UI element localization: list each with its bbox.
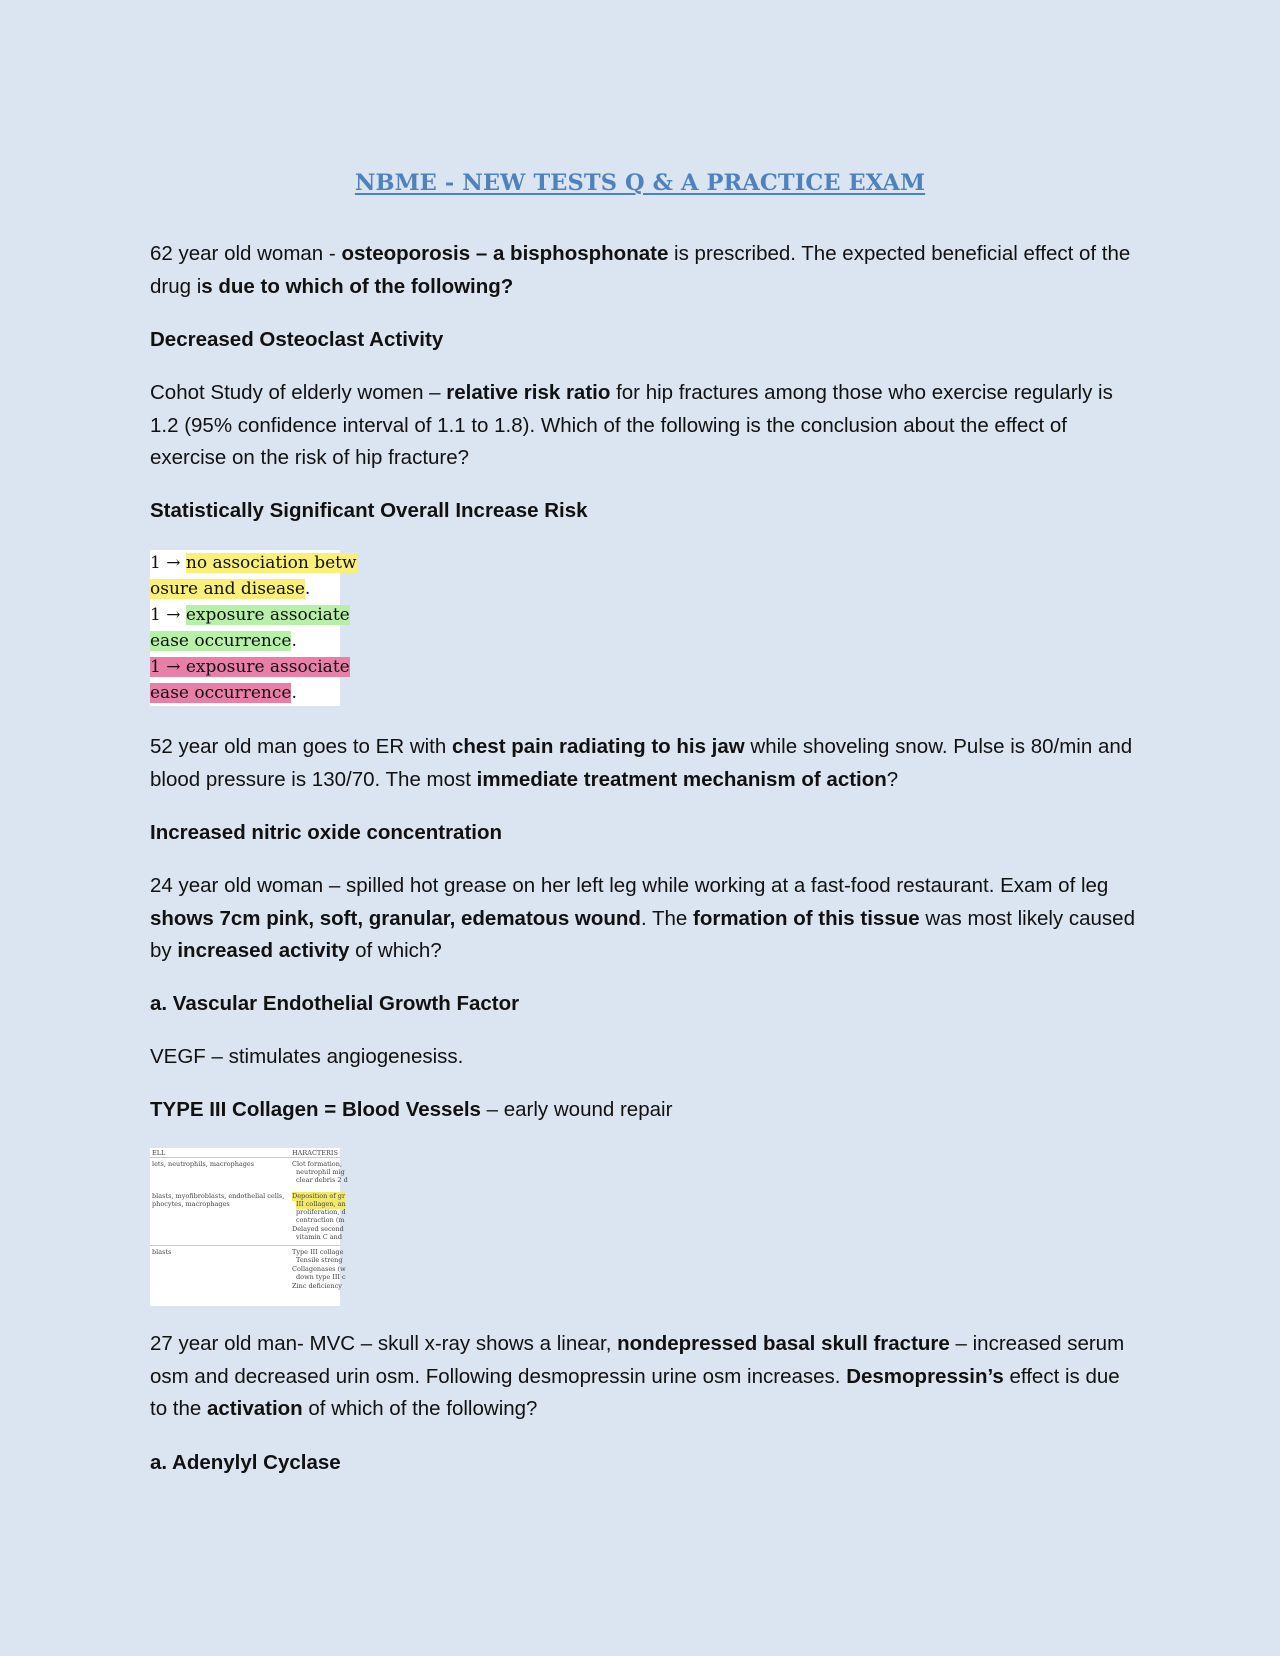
q2-bold: relative risk ratio bbox=[446, 381, 611, 404]
table-cell: Zinc deficiency bbox=[292, 1282, 342, 1290]
table-cell-highlight: Deposition of gr bbox=[292, 1192, 346, 1200]
table-cell: contraction (m bbox=[296, 1216, 345, 1224]
q5-text: of which of the following? bbox=[302, 1397, 538, 1420]
table-cell: clear debris 2 d bbox=[296, 1176, 348, 1184]
legend-line bbox=[150, 602, 350, 628]
table-cell: Type III collage bbox=[292, 1248, 344, 1256]
answer-5: a. Adenylyl Cyclase bbox=[150, 1451, 341, 1474]
table-cell: blasts, myofibroblasts, endothelial cells, bbox=[152, 1192, 285, 1200]
q5-text: effect is due to the bbox=[150, 1364, 1120, 1420]
legend-text: . bbox=[304, 579, 311, 599]
legend-line bbox=[150, 576, 340, 602]
legend-highlight: exposure associate bbox=[185, 605, 350, 625]
legend-highlight: ease occurrence bbox=[150, 631, 292, 651]
collagen-bold: TYPE III Collagen = Blood Vessels bbox=[150, 1098, 481, 1121]
q5-bold: Desmopressin’s bbox=[846, 1364, 1004, 1388]
q3-text: 52 year old man goes to ER with bbox=[150, 735, 452, 758]
q2-text: for hip fractures among those who exercise regularly is 1.2 (95% confidence interval of 1.1 to 1.8). Which of the following is the conclusion about the effect of exercise on the risk of hip fracture? bbox=[150, 381, 1113, 469]
legend-highlight: ease occurrence bbox=[150, 683, 292, 703]
answer-4: a. Vascular Endothelial Growth Factor bbox=[150, 992, 520, 1015]
q5-bold: activation bbox=[207, 1397, 303, 1420]
q3-text: ? bbox=[886, 767, 899, 791]
q5-bold: nondepressed basal skull fracture bbox=[617, 1332, 950, 1355]
collagen-text: – early wound repair bbox=[480, 1098, 673, 1121]
legend-line bbox=[150, 628, 340, 654]
collagen-note bbox=[150, 1094, 1135, 1127]
q1-text: 62 year old woman - bbox=[150, 242, 342, 265]
table-cell: Tensile streng bbox=[296, 1256, 343, 1264]
q5-text: – increased serum osm and decreased urin osm. Following desmopressin urine osm increases. bbox=[150, 1332, 1125, 1388]
table-cell: proliferation, d bbox=[296, 1208, 346, 1216]
table-cell-highlight: III collagen, an bbox=[296, 1200, 346, 1208]
legend-text: 1 → bbox=[150, 553, 186, 573]
table-cell: phocytes, macrophages bbox=[152, 1200, 230, 1208]
table-cell: Clot formation, bbox=[292, 1160, 342, 1168]
legend-text: 1 → bbox=[150, 605, 186, 625]
q3-bold: immediate treatment mechanism of action bbox=[476, 767, 887, 791]
table-cell: blasts bbox=[152, 1248, 172, 1256]
q3-text: while shoveling snow. Pulse is 80/min and blood pressure is 130/70. The most bbox=[150, 735, 1133, 791]
table-header: ELL bbox=[152, 1149, 166, 1157]
q4-bold: increased activity bbox=[177, 939, 350, 962]
table-rule bbox=[150, 1245, 340, 1246]
legend-line bbox=[150, 654, 350, 680]
table-header: HARACTERIS bbox=[292, 1149, 338, 1157]
q4-text: 24 year old woman – spilled hot grease on her left leg while working at a fast-food restaurant. Exam of leg bbox=[150, 874, 1109, 897]
table-cell: down type III c bbox=[296, 1273, 346, 1281]
q1-bold: s due to which of the following? bbox=[201, 274, 514, 298]
question-1 bbox=[150, 238, 1135, 303]
q4-text: was most likely caused by bbox=[150, 906, 1135, 962]
q4-bold: shows 7cm pink, soft, granular, edematous wound bbox=[150, 906, 641, 930]
q1-bold: osteoporosis – a bisphosphonate bbox=[341, 242, 669, 265]
table-cell: Collagenases (w bbox=[292, 1265, 346, 1273]
question-2 bbox=[150, 377, 1135, 475]
question-4 bbox=[150, 870, 1135, 968]
relative-risk-legend-image bbox=[150, 550, 357, 706]
table-cell: Delayed second bbox=[292, 1225, 344, 1233]
q4-text: . The bbox=[640, 906, 693, 930]
legend-highlight: 1 → bbox=[150, 657, 186, 677]
wound-healing-table-image bbox=[150, 1148, 348, 1306]
legend-highlight: osure and disease bbox=[150, 579, 305, 599]
legend-text: . bbox=[291, 631, 297, 651]
legend-highlight: no association betw bbox=[185, 553, 357, 573]
q4-bold: formation of this tissue bbox=[693, 906, 920, 930]
q2-text: Cohot Study of elderly women – bbox=[150, 381, 447, 404]
q3-bold: chest pain radiating to his jaw bbox=[451, 735, 745, 758]
table-cell: lets, neutrophils, macrophages bbox=[152, 1160, 255, 1168]
table-cell: neutrophil mig bbox=[296, 1168, 345, 1176]
q5-text: 27 year old man- MVC – skull x-ray shows a linear, bbox=[150, 1332, 618, 1355]
legend-highlight: exposure associate bbox=[185, 657, 350, 677]
vegf-note: VEGF – stimulates angiogenesiss. bbox=[150, 1045, 464, 1068]
q4-text: of which? bbox=[349, 939, 442, 962]
answer-3: Increased nitric oxide concentration bbox=[150, 821, 503, 844]
legend-line bbox=[150, 550, 357, 576]
document-title: NBME - NEW TESTS Q & A PRACTICE EXAM bbox=[354, 170, 926, 196]
answer-2: Statistically Significant Overall Increase Risk bbox=[150, 499, 588, 522]
question-5 bbox=[150, 1328, 1135, 1426]
q1-text: is prescribed. The expected beneficial effect of the drug i bbox=[150, 242, 1131, 298]
answer-1: Decreased Osteoclast Activity bbox=[150, 328, 444, 351]
table-cell: vitamin C and bbox=[296, 1233, 342, 1241]
legend-line bbox=[150, 680, 340, 706]
question-3 bbox=[150, 731, 1135, 796]
legend-text: . bbox=[291, 683, 297, 703]
